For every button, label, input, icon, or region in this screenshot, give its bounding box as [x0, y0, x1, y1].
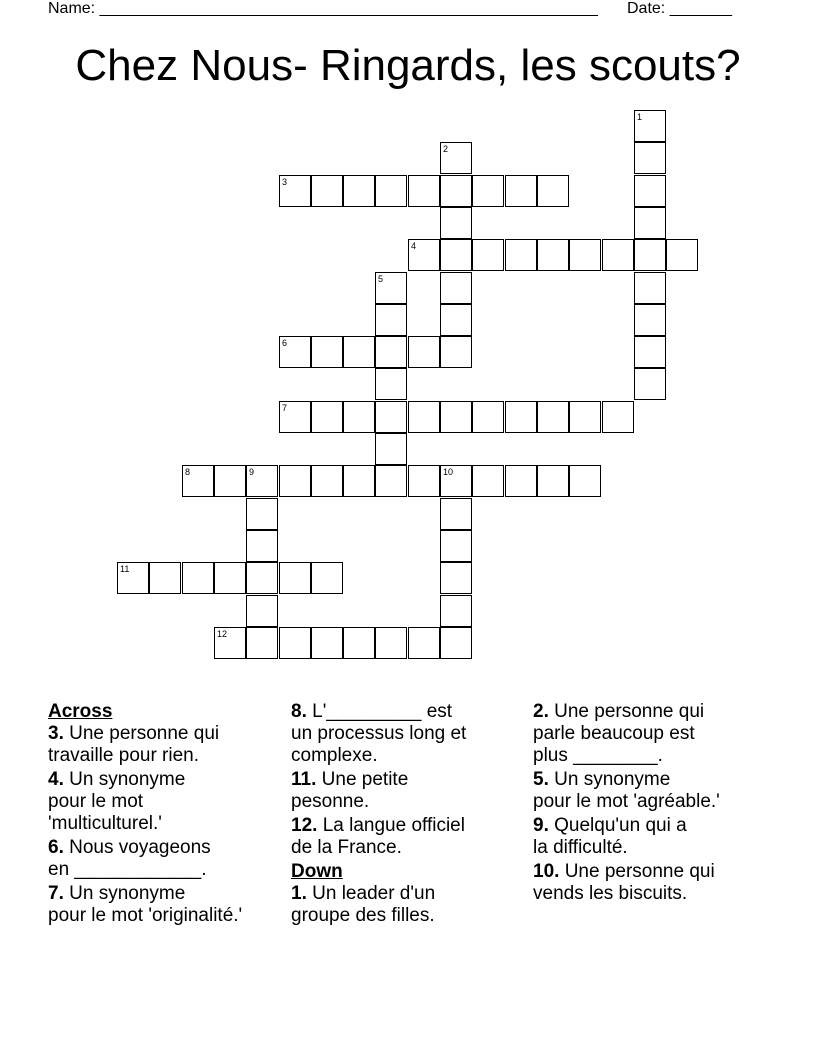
crossword-cell[interactable] [279, 465, 311, 497]
clue-across-6: 6. Nous voyageons en ____________. [48, 837, 211, 880]
crossword-cell[interactable] [537, 401, 569, 433]
name-field[interactable]: Name: ________________________________________________________ [48, 0, 598, 17]
crossword-cell[interactable] [537, 175, 569, 207]
clue-across-4: 4. Un synonyme pour le mot 'multiculturel.' [48, 769, 186, 834]
crossword-cell[interactable] [408, 239, 440, 271]
crossword-cell[interactable] [505, 239, 537, 271]
crossword-cell[interactable] [472, 465, 504, 497]
crossword-cell[interactable] [246, 627, 278, 659]
crossword-cell[interactable] [537, 465, 569, 497]
crossword-cell[interactable] [343, 175, 375, 207]
crossword-cell[interactable] [214, 627, 246, 659]
crossword-cell[interactable] [569, 465, 601, 497]
crossword-cell[interactable] [472, 401, 504, 433]
clue-number-label: 3 [282, 177, 288, 187]
crossword-cell[interactable] [505, 465, 537, 497]
down-heading: Down [291, 861, 343, 882]
crossword-cell[interactable] [375, 336, 407, 368]
crossword-cell[interactable] [440, 304, 472, 336]
crossword-cell[interactable] [375, 401, 407, 433]
crossword-cell[interactable] [311, 465, 343, 497]
clues-column-3 [533, 701, 783, 907]
crossword-cell[interactable] [214, 562, 246, 594]
crossword-cell[interactable] [343, 336, 375, 368]
clue-number-label: 4 [411, 241, 417, 251]
crossword-cell[interactable] [634, 175, 666, 207]
clue-down-2: 2. Une personne qui parle beaucoup est plus ________. [533, 701, 705, 766]
clue-number-label: 6 [282, 338, 288, 348]
crossword-cell[interactable] [343, 627, 375, 659]
crossword-cell[interactable] [408, 175, 440, 207]
clue-number-label: 8 [185, 467, 191, 477]
clue-number-label: 1 [637, 112, 643, 122]
crossword-cell[interactable] [569, 239, 601, 271]
crossword-cell[interactable] [634, 239, 666, 271]
crossword-cell[interactable] [634, 272, 666, 304]
crossword-cell[interactable] [311, 562, 343, 594]
clue-down-9: 9. Quelqu'un qui a la difficulté. [533, 815, 687, 858]
clue-across-8: 8. L'_________ est un processus long et complexe. [291, 701, 467, 766]
crossword-cell[interactable] [634, 110, 666, 142]
crossword-cell[interactable] [182, 465, 214, 497]
clue-down-1: 1. Un leader d'un groupe des filles. [291, 883, 436, 926]
crossword-cell[interactable] [440, 336, 472, 368]
crossword-cell[interactable] [375, 175, 407, 207]
crossword-cell[interactable] [311, 175, 343, 207]
crossword-cell[interactable] [440, 142, 472, 174]
crossword-cell[interactable] [440, 401, 472, 433]
crossword-cell[interactable] [117, 562, 149, 594]
crossword-cell[interactable] [440, 175, 472, 207]
crossword-cell[interactable] [182, 562, 214, 594]
clues-column-2 [291, 701, 531, 929]
crossword-cell[interactable] [602, 401, 634, 433]
crossword-cell[interactable] [634, 304, 666, 336]
crossword-cell[interactable] [602, 239, 634, 271]
clue-number-label: 5 [378, 274, 384, 284]
crossword-cell[interactable] [440, 627, 472, 659]
date-field[interactable]: Date: _______ [627, 0, 732, 17]
crossword-cell[interactable] [634, 336, 666, 368]
clue-across-11: 11. Une petite pesonne. [291, 769, 409, 812]
crossword-cell[interactable] [440, 595, 472, 627]
crossword-cell[interactable] [505, 401, 537, 433]
crossword-cell[interactable] [440, 562, 472, 594]
crossword-cell[interactable] [537, 239, 569, 271]
clue-down-5: 5. Un synonyme pour le mot 'agréable.' [533, 769, 720, 812]
clue-across-3: 3. Une personne qui travaille pour rien. [48, 723, 220, 766]
crossword-cell[interactable] [311, 401, 343, 433]
crossword-cell[interactable] [440, 239, 472, 271]
crossword-cell[interactable] [440, 207, 472, 239]
crossword-cell[interactable] [440, 530, 472, 562]
clue-number-label: 12 [217, 629, 228, 639]
crossword-cell[interactable] [214, 465, 246, 497]
clue-number-label: 9 [249, 467, 255, 477]
crossword-cell[interactable] [246, 595, 278, 627]
crossword-cell[interactable] [375, 272, 407, 304]
crossword-cell[interactable] [408, 465, 440, 497]
crossword-cell[interactable] [634, 207, 666, 239]
crossword-cell[interactable] [279, 562, 311, 594]
crossword-cell[interactable] [246, 562, 278, 594]
crossword-cell[interactable] [279, 627, 311, 659]
clue-down-10: 10. Une personne qui vends les biscuits. [533, 861, 715, 904]
crossword-cell[interactable] [279, 175, 311, 207]
crossword-cell[interactable] [311, 336, 343, 368]
clue-number-label: 10 [443, 467, 454, 477]
crossword-cell[interactable] [375, 304, 407, 336]
crossword-cell[interactable] [279, 336, 311, 368]
clue-across-12: 12. La langue officiel de la France. [291, 815, 465, 858]
crossword-cell[interactable] [505, 175, 537, 207]
clue-number-label: 7 [282, 403, 288, 413]
crossword-cell[interactable] [343, 465, 375, 497]
crossword-cell[interactable] [343, 401, 375, 433]
crossword-cell[interactable] [569, 401, 601, 433]
crossword-cell[interactable] [440, 498, 472, 530]
crossword-cell[interactable] [375, 368, 407, 400]
crossword-cell[interactable] [375, 627, 407, 659]
clue-number-label: 2 [443, 144, 449, 154]
crossword-cell[interactable] [408, 401, 440, 433]
crossword-cell[interactable] [311, 627, 343, 659]
crossword-cell[interactable] [375, 465, 407, 497]
crossword-cell[interactable] [246, 465, 278, 497]
crossword-cell[interactable] [634, 142, 666, 174]
across-heading: Across [48, 701, 113, 722]
crossword-cell[interactable] [408, 336, 440, 368]
crossword-cell[interactable] [149, 562, 181, 594]
page-title: Chez Nous- Ringards, les scouts? [75, 41, 741, 90]
crossword-cell[interactable] [246, 530, 278, 562]
clues-column-1 [48, 701, 288, 929]
crossword-cell[interactable] [440, 465, 472, 497]
crossword-cell[interactable] [375, 433, 407, 465]
clue-across-7: 7. Un synonyme pour le mot 'originalité.' [48, 883, 243, 926]
crossword-cell[interactable] [440, 272, 472, 304]
crossword-cell[interactable] [408, 627, 440, 659]
crossword-cell[interactable] [634, 368, 666, 400]
crossword-cell[interactable] [279, 401, 311, 433]
crossword-cell[interactable] [472, 239, 504, 271]
crossword-cell[interactable] [246, 498, 278, 530]
crossword-cell[interactable] [472, 175, 504, 207]
clue-number-label: 11 [120, 564, 130, 574]
crossword-cell[interactable] [666, 239, 698, 271]
